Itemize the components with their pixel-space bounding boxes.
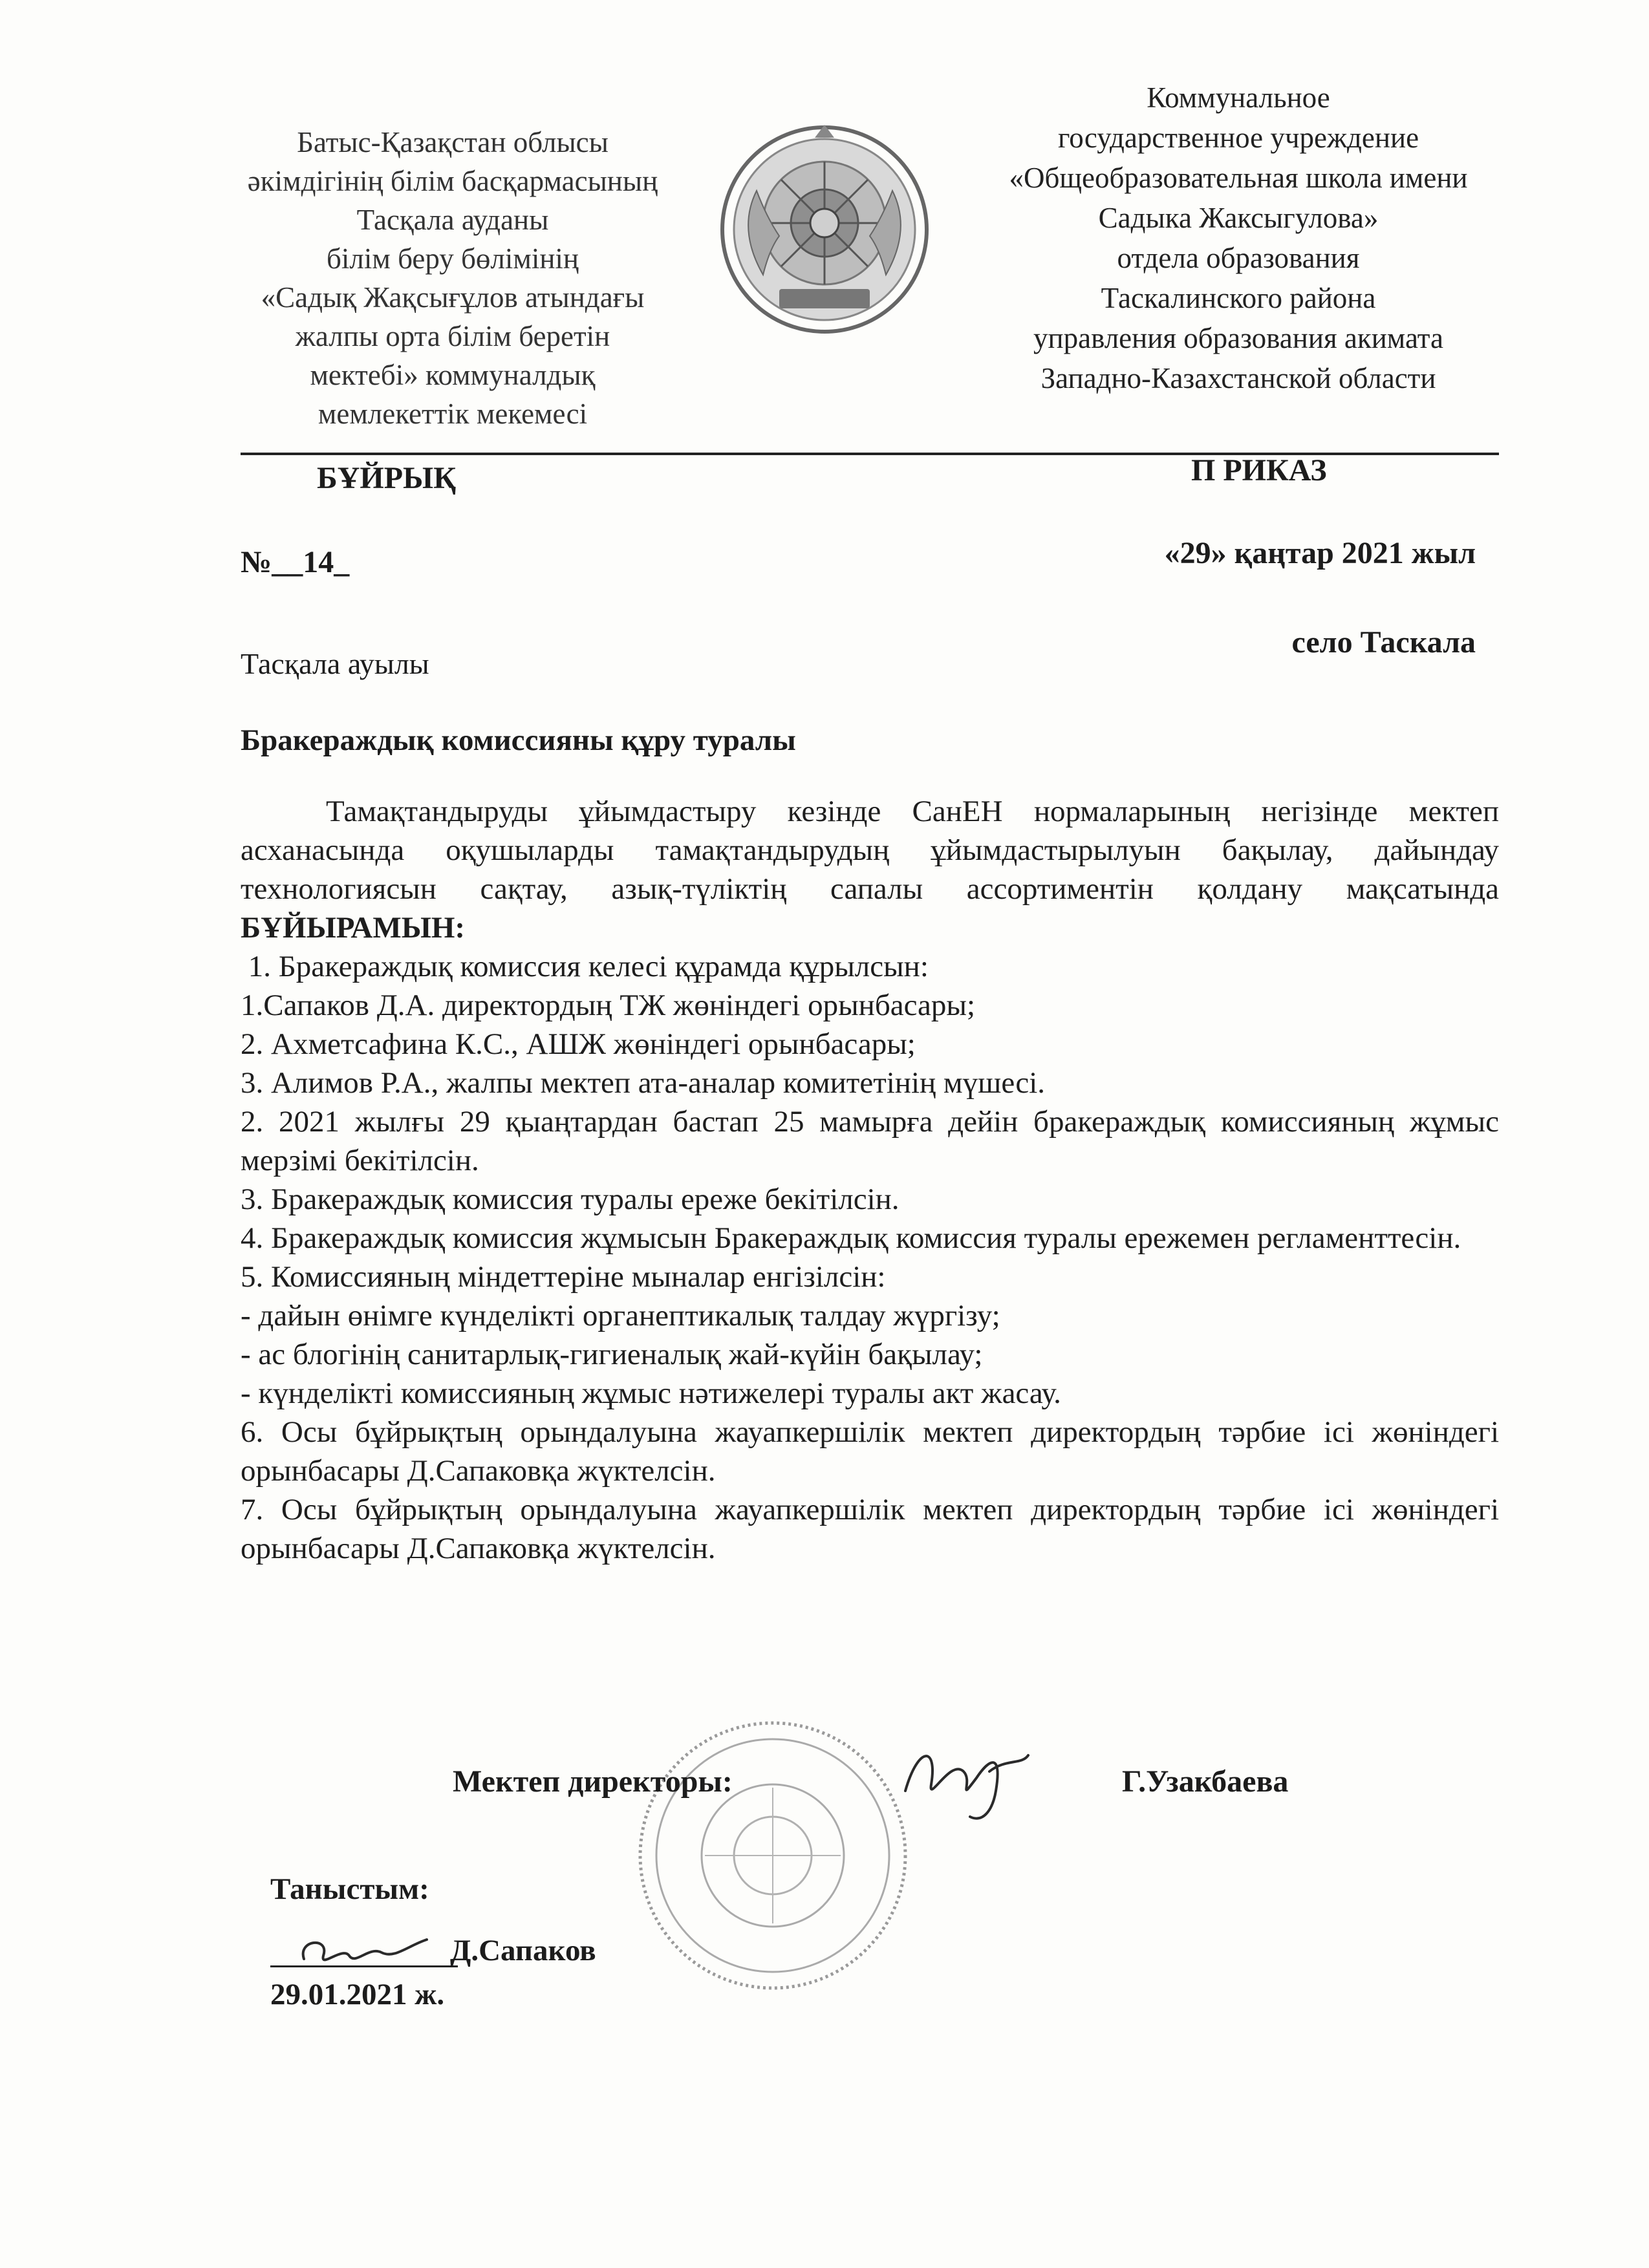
list-item: - күнделікті комиссияның жұмыс нәтижелері туралы акт жасау.	[241, 1376, 1061, 1410]
header-kz-line: Батыс-Қазақстан облысы	[297, 126, 609, 158]
director-signature-icon	[892, 1733, 1041, 1830]
header-kz-line: әкімдігінің білім басқармасының	[247, 165, 658, 197]
header-ru-line: отдела образования	[1117, 242, 1360, 274]
director-name: Г.Узакбаева	[1122, 1764, 1289, 1799]
list-item: 1.Сапаков Д.А. директордың ТЖ жөніндегі орынбасары;	[241, 989, 976, 1022]
header-ru-line: Садыка Жаксыгулова»	[1098, 202, 1379, 234]
header-ru-line: Таскалинского района	[1101, 282, 1376, 314]
intro-paragraph	[241, 792, 1499, 947]
intro-text: Тамақтандыруды ұйымдастыру кезінде СанЕН нормаларының негізінде мектеп асханасында оқушыларды тамақтандырудың ұйымдастырылуын бақылау, дайындау технологиясын сақтау, азық-түліктің сапалы ассортиментін қолдану мақсатында	[241, 795, 1499, 906]
header-ru-line: государственное учреждение	[1057, 122, 1419, 154]
place-kz: Тасқала ауылы	[241, 647, 429, 680]
order-title-kz: БҰЙРЫҚ	[317, 461, 456, 495]
ack-date: 29.01.2021 ж.	[270, 1978, 445, 2011]
order-items	[241, 947, 1499, 1568]
order-title-ru: П РИКАЗ	[1191, 453, 1327, 487]
header-ru-line: управления образования акимата	[1033, 322, 1443, 354]
header-kz-line: мемлекеттік мекемесі	[318, 398, 588, 430]
list-item: 6. Осы бұйрықтың орындалуына жауапкершілік мектеп директордың тәрбие ісі жөніндегі орынбасары Д.Сапаковқа жүктелсін.	[241, 1415, 1499, 1488]
director-label: Мектеп директоры:	[453, 1764, 733, 1799]
header-kz-line: мектебі» коммуналдық	[310, 359, 596, 391]
order-body	[241, 792, 1499, 1568]
intro-command: БҰЙЫРАМЫН:	[241, 911, 466, 945]
ack-signature-icon	[285, 1927, 446, 1978]
header-kz-line: жалпы орта білім беретін	[295, 320, 610, 352]
list-item: 2. Ахметсафина К.С., АШЖ жөніндегі орынбасары;	[241, 1027, 916, 1061]
order-number: №__14_	[241, 545, 350, 579]
list-item: - дайын өнімге күнделікті органептикалық талдау жүргізу;	[241, 1299, 1000, 1332]
ack-signature-line	[270, 1965, 458, 1967]
state-emblem-icon	[718, 120, 931, 339]
header-kz-line: «Садық Жақсығұлов атындағы	[261, 281, 645, 314]
ack-label: Таныстым:	[270, 1872, 429, 1906]
list-item: - ас блогінің санитарлық-гигиеналық жай-күйін бақылау;	[241, 1338, 983, 1371]
place-ru: село Таскала	[1291, 625, 1476, 659]
header-kz-line: білім беру бөлімінің	[326, 242, 579, 275]
list-item: 4. Бракераждық комиссия жұмысын Бракераждық комиссия туралы ережемен регламенттесін.	[241, 1221, 1461, 1255]
header-ru-line: Западно-Казахстанской области	[1040, 362, 1436, 394]
order-subject: Бракераждық комиссияны құру туралы	[241, 723, 796, 757]
list-item: 7. Осы бұйрықтың орындалуына жауапкершілік мектеп директордың тәрбие ісі жөніндегі орынбасары Д.Сапаковқа жүктелсін.	[241, 1493, 1499, 1565]
order-date: «29» қаңтар 2021 жыл	[1164, 536, 1476, 570]
list-item: 5. Комиссияның міндеттеріне мыналар енгізілсін:	[241, 1260, 886, 1294]
header-ru-line: Коммунальное	[1147, 81, 1330, 114]
ack-name: Д.Сапаков	[450, 1934, 596, 1967]
school-seal-icon	[634, 1717, 912, 1995]
list-item: 3. Бракераждық комиссия туралы ереже бекітілсін.	[241, 1182, 900, 1216]
header-ru-line: «Общеобразовательная школа имени	[1009, 162, 1468, 194]
list-item: 1. Бракераждық комиссия келесі құрамда құрылсын:	[241, 950, 929, 983]
header-kz-line: Тасқала ауданы	[356, 204, 549, 236]
header-kazakh	[213, 123, 692, 433]
list-item: 2. 2021 жылғы 29 қыаңтардан бастап 25 мамырға дейін бракераждық комиссияның жұмыс мерзімі бекітілсін.	[241, 1105, 1499, 1177]
list-item: 3. Алимов Р.А., жалпы мектеп ата-аналар комитетінің мүшесі.	[241, 1066, 1046, 1100]
header-russian	[957, 78, 1520, 398]
